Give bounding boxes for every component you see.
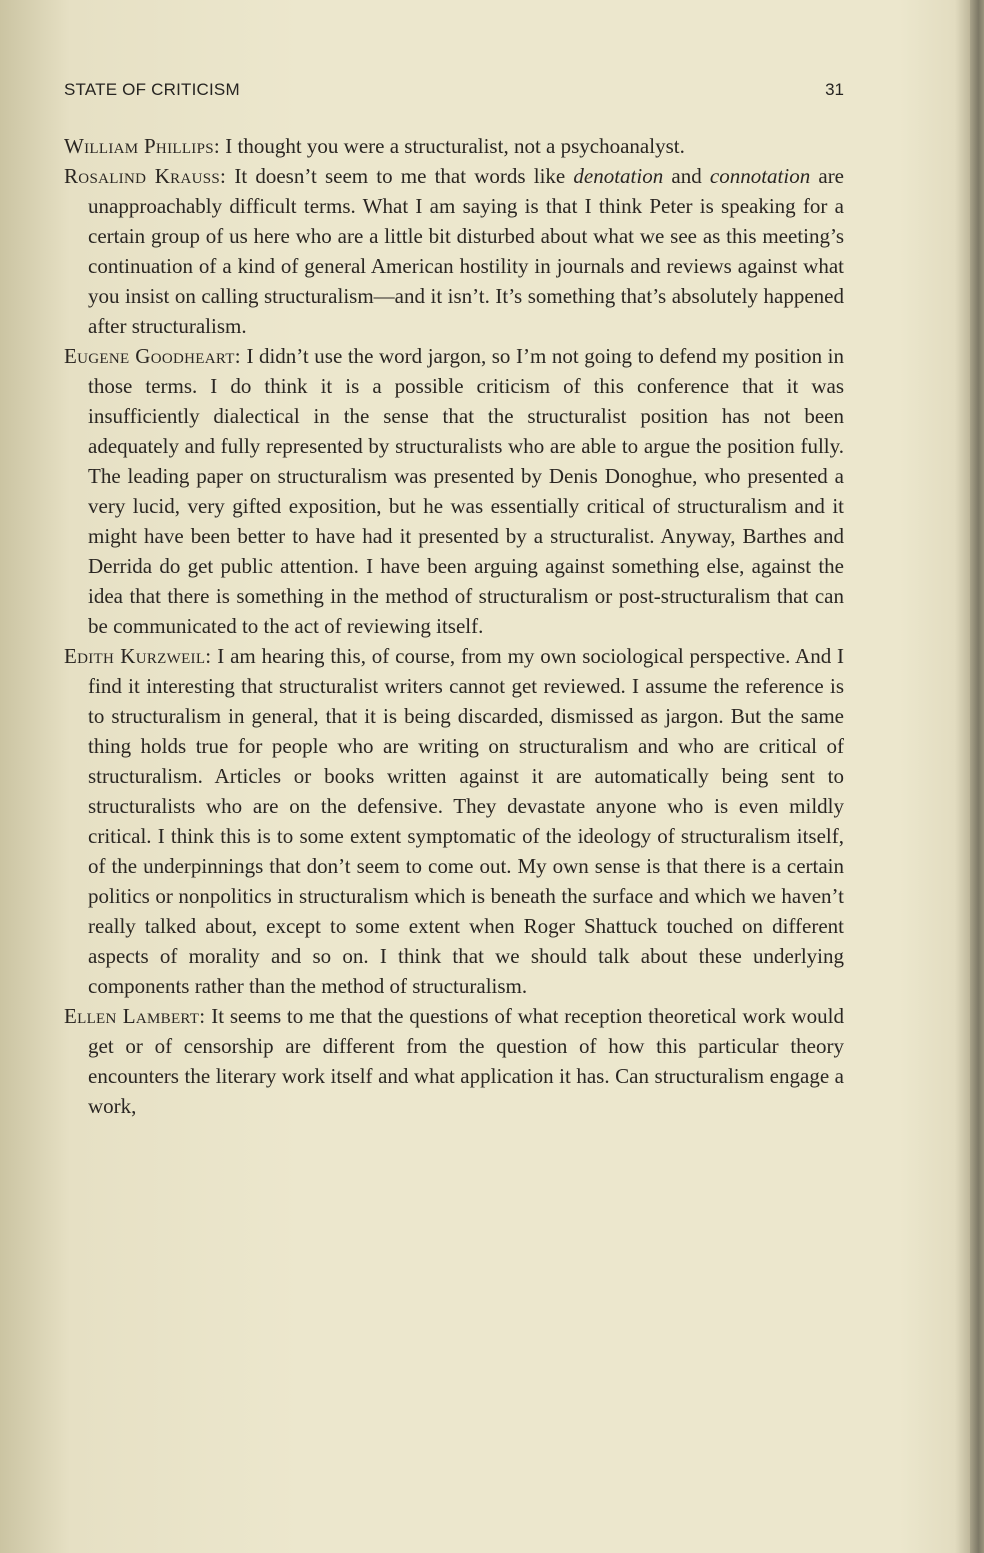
entry-text: I didn’t use the word jargon, so I’m not going to defend my position in those terms. I do think it is a possible criticism of this conference that it was insufficiently dialectical in the sense that the structuralist position has not been adequately and fully represented by structuralists who are able to argue the position fully. The leading paper on structuralism was presented by Denis Donoghue, who presented a very lucid, very gifted exposition, but he was essentially critical of structuralism and it might have been better to have had it presented by a structuralist. Anyway, Barthes and Derrida do get public attention. I have been arguing against something else, against the idea that there is something in the method of structuralism or post-structuralism that can be communicated to the act of reviewing itself. bbox=[88, 344, 845, 638]
dialogue-entry-krauss bbox=[64, 161, 844, 341]
entry-text: I am hearing this, of course, from my own sociological perspective. And I find it interesting that structuralist writers cannot get reviewed. I assume the reference is to structuralism in general, that it is being discarded, dismissed as jargon. But the same thing holds true for people who are writing on structuralism and who are critical of structuralism. Articles or books written against it are automatically being sent to structuralists who are on the defensive. They devastate anyone who is even mildly critical. I think this is to some extent symptomatic of the ideology of structuralism itself, of the underpinnings that don’t seem to come out. My own sense is that there is a certain politics or nonpolitics in structuralism which is beneath the surface and which we haven’t really talked about, except to some extent when Roger Shattuck touched on different aspects of morality and so on. I think that we should talk about these underlying components rather than the method of structuralism. bbox=[88, 644, 845, 998]
entry-text: It seems to me that the questions of what reception theoretical work would get or of censorship are different from the question of how this particular theory encounters the literary work itself and what application it has. Can structuralism engage a work, bbox=[88, 1004, 844, 1118]
speaker-name: Edith Kurzweil: bbox=[64, 644, 212, 668]
speaker-name: William Phillips: bbox=[64, 134, 221, 158]
dialogue-entry-phillips bbox=[64, 131, 844, 161]
entry-text: It doesn’t seem to me that words like bbox=[234, 164, 574, 188]
speaker-name: Rosalind Krauss: bbox=[64, 164, 227, 188]
page-number: 31 bbox=[825, 80, 844, 99]
entry-text: and bbox=[663, 164, 710, 188]
entry-text: are unapproachably difficult terms. What I am saying is that I think Peter is speaking for a certain group of us here who are a little bit disturbed about what we see as this meeting’s continuation of a kind of general American hostility in journals and reviews against what you insist on calling structuralism—and it isn’t. It’s something that’s absolutely happened after structuralism. bbox=[88, 164, 845, 338]
dialogue-entry-kurzweil bbox=[64, 641, 844, 1001]
italic-term: connotation bbox=[709, 164, 811, 188]
speaker-name: Eugene Goodheart: bbox=[64, 344, 241, 368]
page-binding-edge bbox=[970, 0, 984, 1553]
dialogue-entry-goodheart bbox=[64, 341, 844, 641]
running-head bbox=[64, 80, 844, 104]
running-title: STATE OF CRITICISM bbox=[64, 80, 240, 99]
speaker-name: Ellen Lambert: bbox=[64, 1004, 206, 1028]
body-text bbox=[64, 131, 844, 1121]
dialogue-entry-lambert bbox=[64, 1001, 844, 1121]
entry-text: I thought you were a structuralist, not a psychoanalyst. bbox=[225, 134, 685, 158]
italic-term: denotation bbox=[573, 164, 664, 188]
